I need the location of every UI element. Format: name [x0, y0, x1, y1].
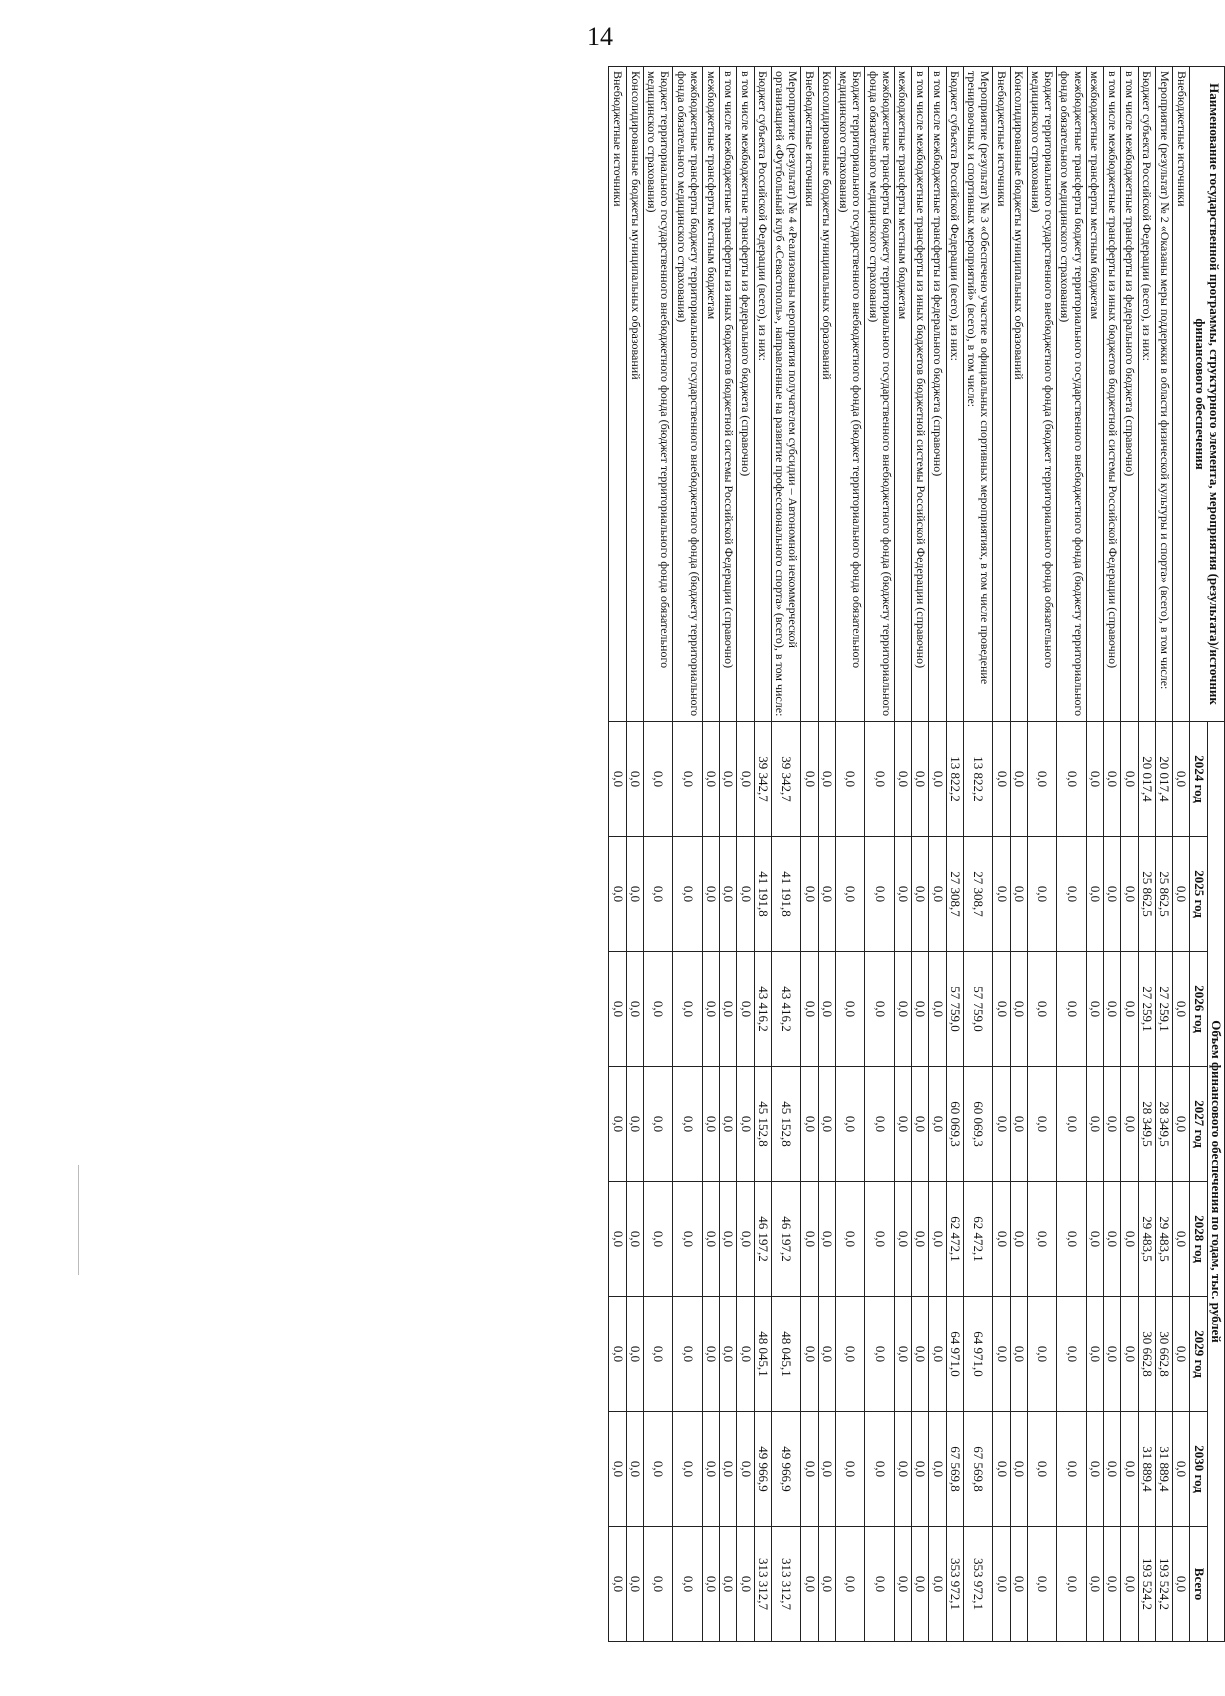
rotated-table-container: [608, 66, 1225, 1642]
table-row: [609, 67, 626, 1642]
value-cell: 41 191,8: [754, 837, 771, 952]
value-cell: 0,0: [702, 1412, 719, 1527]
value-cell: 0,0: [912, 952, 929, 1067]
value-cell: 0,0: [609, 952, 626, 1067]
value-cell: 29 483,5: [1138, 1182, 1155, 1297]
value-cell: 27 259,1: [1155, 952, 1172, 1067]
value-cell: 0,0: [1086, 1297, 1103, 1412]
value-cell: 13 822,2: [963, 722, 992, 837]
value-cell: 0,0: [1086, 722, 1103, 837]
value-cell: 0,0: [912, 722, 929, 837]
value-cell: 62 472,1: [963, 1182, 992, 1297]
value-cell: 0,0: [720, 722, 737, 837]
value-cell: 45 152,8: [754, 1067, 771, 1182]
value-cell: 0,0: [1086, 1182, 1103, 1297]
value-cell: 0,0: [1103, 837, 1120, 952]
value-cell: 49 966,9: [772, 1412, 801, 1527]
value-cell: 0,0: [1010, 1297, 1027, 1412]
value-cell: 0,0: [1121, 952, 1138, 1067]
row-name-cell: Внебюджетные источники: [1173, 67, 1190, 722]
value-cell: 0,0: [818, 1182, 835, 1297]
table-row: [801, 67, 818, 1642]
value-cell: 29 483,5: [1155, 1182, 1172, 1297]
value-cell: 0,0: [702, 1182, 719, 1297]
table-row: [737, 67, 754, 1642]
value-cell: 313 312,7: [772, 1527, 801, 1642]
value-cell: 0,0: [801, 1297, 818, 1412]
value-cell: 60 069,3: [946, 1067, 963, 1182]
value-cell: 0,0: [1086, 837, 1103, 952]
value-cell: 0,0: [1103, 1182, 1120, 1297]
value-cell: 0,0: [720, 1412, 737, 1527]
value-cell: 0,0: [626, 1412, 643, 1527]
value-cell: 57 759,0: [963, 952, 992, 1067]
value-cell: 45 152,8: [772, 1067, 801, 1182]
row-name-cell: Мероприятие (результат) № 3 «Обеспечено участие в официальных спортивных мероприятиях, в том числе проведение тренировочных и спортивных мероприятий» (всего), в том числе:: [963, 67, 992, 722]
value-cell: 13 822,2: [946, 722, 963, 837]
value-cell: 0,0: [894, 1182, 911, 1297]
value-cell: 0,0: [1027, 1412, 1056, 1527]
value-cell: 0,0: [626, 837, 643, 952]
row-name-cell: Мероприятие (результат) № 4 «Реализованы мероприятия получателем субсидии – Автономной некоммерческой организацией «Футбольный клуб «Севастополь», направленные на развитие профессионального спорта» (всего), в том числе:: [772, 67, 801, 722]
value-cell: 0,0: [801, 1412, 818, 1527]
value-cell: 0,0: [929, 952, 946, 1067]
row-name-cell: межбюджетные трансферты местным бюджетам: [702, 67, 719, 722]
value-cell: 0,0: [626, 1182, 643, 1297]
value-cell: 43 416,2: [772, 952, 801, 1067]
value-cell: 0,0: [1121, 1182, 1138, 1297]
table-row: [754, 67, 771, 1642]
value-cell: 0,0: [1121, 1412, 1138, 1527]
value-cell: 0,0: [1057, 1297, 1086, 1412]
value-cell: 0,0: [1010, 722, 1027, 837]
table-row: [818, 67, 835, 1642]
value-cell: 0,0: [835, 722, 864, 837]
value-cell: 60 069,3: [963, 1067, 992, 1182]
value-cell: 31 889,4: [1155, 1412, 1172, 1527]
table-row: [702, 67, 719, 1642]
value-cell: 0,0: [1103, 722, 1120, 837]
table-row: [1057, 67, 1086, 1642]
table-row: [720, 67, 737, 1642]
value-cell: 0,0: [993, 837, 1010, 952]
value-cell: 0,0: [1173, 952, 1190, 1067]
value-cell: 0,0: [865, 722, 894, 837]
value-cell: 0,0: [1103, 1412, 1120, 1527]
value-cell: 49 966,9: [754, 1412, 771, 1527]
table-row: [1027, 67, 1056, 1642]
row-name-cell: Бюджет территориального государственного внебюджетного фонда (бюджет территориального фонда обязательного медицинского страхования): [644, 67, 673, 722]
value-cell: 48 045,1: [772, 1297, 801, 1412]
value-cell: 0,0: [912, 1527, 929, 1642]
value-cell: 46 197,2: [772, 1182, 801, 1297]
value-cell: 0,0: [644, 722, 673, 837]
value-cell: 41 191,8: [772, 837, 801, 952]
value-cell: 39 342,7: [772, 722, 801, 837]
header-year-cell: 2030 год: [1190, 1412, 1207, 1527]
value-cell: 0,0: [644, 1067, 673, 1182]
value-cell: 353 972,1: [963, 1527, 992, 1642]
value-cell: 0,0: [673, 722, 702, 837]
value-cell: 0,0: [1173, 837, 1190, 952]
value-cell: 0,0: [1173, 1182, 1190, 1297]
value-cell: 0,0: [1027, 1297, 1056, 1412]
value-cell: 0,0: [1057, 1182, 1086, 1297]
value-cell: 0,0: [1173, 722, 1190, 837]
value-cell: 0,0: [1057, 1067, 1086, 1182]
value-cell: 0,0: [894, 1527, 911, 1642]
value-cell: 0,0: [720, 1527, 737, 1642]
value-cell: 0,0: [720, 1182, 737, 1297]
value-cell: 0,0: [912, 1297, 929, 1412]
table-row: [626, 67, 643, 1642]
value-cell: 0,0: [865, 1412, 894, 1527]
value-cell: 0,0: [609, 1412, 626, 1527]
value-cell: 0,0: [673, 1527, 702, 1642]
row-name-cell: межбюджетные трансферты местным бюджетам: [1086, 67, 1103, 722]
value-cell: 0,0: [912, 837, 929, 952]
value-cell: 0,0: [1121, 1527, 1138, 1642]
value-cell: 0,0: [609, 1297, 626, 1412]
value-cell: 0,0: [626, 1297, 643, 1412]
value-cell: 0,0: [1086, 952, 1103, 1067]
value-cell: 0,0: [737, 1527, 754, 1642]
value-cell: 0,0: [865, 1297, 894, 1412]
header-name-cell: Наименование государственной программы, структурного элемента, мероприятия (результата)/источник финансового обеспечения: [1190, 67, 1225, 722]
value-cell: 0,0: [1173, 1412, 1190, 1527]
value-cell: 0,0: [702, 1527, 719, 1642]
row-name-cell: в том числе межбюджетные трансферты из федерального бюджета (справочно): [929, 67, 946, 722]
value-cell: 0,0: [929, 1297, 946, 1412]
table-row: [835, 67, 864, 1642]
header-year-cell: 2027 год: [1190, 1067, 1207, 1182]
value-cell: 0,0: [1057, 722, 1086, 837]
value-cell: 0,0: [801, 1067, 818, 1182]
table-row: [1173, 67, 1190, 1642]
value-cell: 0,0: [894, 952, 911, 1067]
value-cell: 0,0: [929, 1067, 946, 1182]
value-cell: 0,0: [1103, 1527, 1120, 1642]
value-cell: 0,0: [737, 1297, 754, 1412]
table-row: [772, 67, 801, 1642]
value-cell: 46 197,2: [754, 1182, 771, 1297]
table-row: [993, 67, 1010, 1642]
value-cell: 0,0: [673, 837, 702, 952]
value-cell: 0,0: [1010, 1527, 1027, 1642]
value-cell: 0,0: [818, 952, 835, 1067]
value-cell: 64 971,0: [946, 1297, 963, 1412]
value-cell: 30 662,8: [1138, 1297, 1155, 1412]
value-cell: 193 524,2: [1138, 1527, 1155, 1642]
value-cell: 28 349,5: [1155, 1067, 1172, 1182]
value-cell: 0,0: [1010, 1412, 1027, 1527]
value-cell: 0,0: [929, 837, 946, 952]
value-cell: 0,0: [1057, 1527, 1086, 1642]
value-cell: 0,0: [1027, 837, 1056, 952]
header-group-cell: Объем финансового обеспечения по годам, тыс. рублей: [1207, 722, 1224, 1642]
value-cell: 0,0: [1086, 1412, 1103, 1527]
header-year-cell: Всего: [1190, 1527, 1207, 1642]
value-cell: 0,0: [894, 722, 911, 837]
value-cell: 0,0: [912, 1412, 929, 1527]
value-cell: 0,0: [993, 1067, 1010, 1182]
value-cell: 0,0: [1057, 952, 1086, 1067]
value-cell: 0,0: [894, 1297, 911, 1412]
table-row: [673, 67, 702, 1642]
value-cell: 0,0: [835, 1297, 864, 1412]
value-cell: 0,0: [737, 722, 754, 837]
row-name-cell: Бюджет субъекта Российской Федерации (всего), из них:: [946, 67, 963, 722]
value-cell: 0,0: [673, 1412, 702, 1527]
margin-mark: [78, 1165, 79, 1275]
row-name-cell: Консолидированные бюджеты муниципальных образований: [818, 67, 835, 722]
value-cell: 313 312,7: [754, 1527, 771, 1642]
value-cell: 0,0: [818, 837, 835, 952]
value-cell: 0,0: [1103, 1297, 1120, 1412]
value-cell: 0,0: [1027, 722, 1056, 837]
value-cell: 0,0: [609, 722, 626, 837]
value-cell: 0,0: [912, 1067, 929, 1182]
value-cell: 0,0: [1027, 1527, 1056, 1642]
value-cell: 64 971,0: [963, 1297, 992, 1412]
table-row: [1010, 67, 1027, 1642]
value-cell: 0,0: [737, 1182, 754, 1297]
row-name-cell: межбюджетные трансферты бюджету территориального государственного внебюджетного фонда (бюджету территориального фонда обязательного медицинского страхования): [673, 67, 702, 722]
table-row: [1138, 67, 1155, 1642]
value-cell: 0,0: [993, 1182, 1010, 1297]
value-cell: 57 759,0: [946, 952, 963, 1067]
table-row: [1103, 67, 1120, 1642]
value-cell: 0,0: [702, 1297, 719, 1412]
table-row: [644, 67, 673, 1642]
value-cell: 0,0: [609, 837, 626, 952]
value-cell: 0,0: [894, 1067, 911, 1182]
value-cell: 67 569,8: [946, 1412, 963, 1527]
value-cell: 0,0: [720, 1297, 737, 1412]
value-cell: 0,0: [1027, 1182, 1056, 1297]
value-cell: 0,0: [801, 722, 818, 837]
row-name-cell: Бюджет территориального государственного внебюджетного фонда (бюджет территориального фонда обязательного медицинского страхования): [1027, 67, 1056, 722]
value-cell: 67 569,8: [963, 1412, 992, 1527]
value-cell: 0,0: [835, 1067, 864, 1182]
value-cell: 0,0: [737, 952, 754, 1067]
row-name-cell: межбюджетные трансферты бюджету территориального государственного внебюджетного фонда (бюджету территориального фонда обязательного медицинского страхования): [865, 67, 894, 722]
value-cell: 0,0: [818, 722, 835, 837]
value-cell: 0,0: [1103, 1067, 1120, 1182]
value-cell: 0,0: [835, 1182, 864, 1297]
row-name-cell: в том числе межбюджетные трансферты из федерального бюджета (справочно): [1121, 67, 1138, 722]
row-name-cell: Консолидированные бюджеты муниципальных образований: [1010, 67, 1027, 722]
value-cell: 0,0: [993, 1412, 1010, 1527]
row-name-cell: в том числе межбюджетные трансферты из федерального бюджета (справочно): [737, 67, 754, 722]
value-cell: 25 862,5: [1155, 837, 1172, 952]
value-cell: 0,0: [818, 1067, 835, 1182]
value-cell: 27 308,7: [946, 837, 963, 952]
value-cell: 0,0: [993, 1527, 1010, 1642]
value-cell: 0,0: [644, 837, 673, 952]
row-name-cell: Бюджет субъекта Российской Федерации (всего), из них:: [754, 67, 771, 722]
value-cell: 0,0: [1103, 952, 1120, 1067]
value-cell: 0,0: [865, 1182, 894, 1297]
value-cell: 0,0: [644, 952, 673, 1067]
value-cell: 28 349,5: [1138, 1067, 1155, 1182]
value-cell: 0,0: [835, 1412, 864, 1527]
value-cell: 0,0: [702, 837, 719, 952]
value-cell: 0,0: [835, 1527, 864, 1642]
table-row: [963, 67, 992, 1642]
value-cell: 27 308,7: [963, 837, 992, 952]
value-cell: 48 045,1: [754, 1297, 771, 1412]
value-cell: 20 017,4: [1138, 722, 1155, 837]
header-row-group: [1207, 67, 1224, 1642]
value-cell: 0,0: [1027, 1067, 1056, 1182]
value-cell: 0,0: [929, 1412, 946, 1527]
value-cell: 0,0: [801, 1182, 818, 1297]
row-name-cell: в том числе межбюджетные трансферты из иных бюджетов бюджетной системы Российской Федерации (справочно): [1103, 67, 1120, 722]
value-cell: 0,0: [673, 1182, 702, 1297]
table-row: [894, 67, 911, 1642]
value-cell: 0,0: [1057, 837, 1086, 952]
page-number: 14: [587, 22, 613, 51]
header-year-cell: 2024 год: [1190, 722, 1207, 837]
table-row: [1121, 67, 1138, 1642]
value-cell: 0,0: [865, 1067, 894, 1182]
value-cell: 0,0: [993, 1297, 1010, 1412]
header-year-cell: 2028 год: [1190, 1182, 1207, 1297]
value-cell: 0,0: [626, 1527, 643, 1642]
value-cell: 353 972,1: [946, 1527, 963, 1642]
value-cell: 0,0: [801, 837, 818, 952]
value-cell: 0,0: [673, 952, 702, 1067]
value-cell: 0,0: [673, 1067, 702, 1182]
row-name-cell: Бюджет территориального государственного внебюджетного фонда (бюджет территориального фонда обязательного медицинского страхования): [835, 67, 864, 722]
value-cell: 0,0: [609, 1067, 626, 1182]
value-cell: 0,0: [865, 1527, 894, 1642]
value-cell: 0,0: [626, 952, 643, 1067]
value-cell: 0,0: [1121, 1297, 1138, 1412]
value-cell: 0,0: [626, 722, 643, 837]
value-cell: 0,0: [929, 1527, 946, 1642]
header-year-cell: 2029 год: [1190, 1297, 1207, 1412]
row-name-cell: межбюджетные трансферты бюджету территориального государственного внебюджетного фонда (бюджету территориального фонда обязательного медицинского страхования): [1057, 67, 1086, 722]
value-cell: 0,0: [912, 1182, 929, 1297]
value-cell: 0,0: [737, 1412, 754, 1527]
value-cell: 30 662,8: [1155, 1297, 1172, 1412]
value-cell: 39 342,7: [754, 722, 771, 837]
table-row: [912, 67, 929, 1642]
table-row: [946, 67, 963, 1642]
value-cell: 0,0: [894, 1412, 911, 1527]
row-name-cell: в том числе межбюджетные трансферты из иных бюджетов бюджетной системы Российской Федерации (справочно): [720, 67, 737, 722]
value-cell: 0,0: [1173, 1067, 1190, 1182]
value-cell: 25 862,5: [1138, 837, 1155, 952]
value-cell: 0,0: [1086, 1067, 1103, 1182]
row-name-cell: Внебюджетные источники: [993, 67, 1010, 722]
value-cell: 193 524,2: [1155, 1527, 1172, 1642]
funding-table: [608, 66, 1225, 1642]
value-cell: 0,0: [644, 1297, 673, 1412]
value-cell: 0,0: [720, 952, 737, 1067]
row-name-cell: межбюджетные трансферты местным бюджетам: [894, 67, 911, 722]
value-cell: 20 017,4: [1155, 722, 1172, 837]
value-cell: 0,0: [644, 1527, 673, 1642]
value-cell: 31 889,4: [1138, 1412, 1155, 1527]
value-cell: 0,0: [818, 1297, 835, 1412]
row-name-cell: Внебюджетные источники: [609, 67, 626, 722]
value-cell: 62 472,1: [946, 1182, 963, 1297]
table-body: [609, 67, 1190, 1642]
value-cell: 0,0: [644, 1182, 673, 1297]
value-cell: 0,0: [835, 837, 864, 952]
table-row: [1086, 67, 1103, 1642]
value-cell: 0,0: [609, 1527, 626, 1642]
value-cell: 0,0: [1010, 1182, 1027, 1297]
value-cell: 0,0: [1121, 722, 1138, 837]
value-cell: 0,0: [702, 722, 719, 837]
value-cell: 0,0: [737, 837, 754, 952]
value-cell: 0,0: [673, 1297, 702, 1412]
value-cell: 0,0: [894, 837, 911, 952]
value-cell: 0,0: [929, 1182, 946, 1297]
value-cell: 0,0: [1173, 1297, 1190, 1412]
value-cell: 0,0: [737, 1067, 754, 1182]
value-cell: 0,0: [720, 1067, 737, 1182]
value-cell: 0,0: [1121, 1067, 1138, 1182]
value-cell: 0,0: [993, 722, 1010, 837]
value-cell: 0,0: [1121, 837, 1138, 952]
row-name-cell: Бюджет субъекта Российской Федерации (всего), из них:: [1138, 67, 1155, 722]
value-cell: 0,0: [1010, 837, 1027, 952]
value-cell: 0,0: [626, 1067, 643, 1182]
value-cell: 27 259,1: [1138, 952, 1155, 1067]
value-cell: 0,0: [818, 1527, 835, 1642]
value-cell: 0,0: [702, 1067, 719, 1182]
row-name-cell: Консолидированные бюджеты муниципальных образований: [626, 67, 643, 722]
table-row: [1155, 67, 1172, 1642]
value-cell: 0,0: [865, 837, 894, 952]
value-cell: 0,0: [1027, 952, 1056, 1067]
value-cell: 0,0: [865, 952, 894, 1067]
value-cell: 43 416,2: [754, 952, 771, 1067]
value-cell: 0,0: [801, 952, 818, 1067]
value-cell: 0,0: [1057, 1412, 1086, 1527]
value-cell: 0,0: [1173, 1527, 1190, 1642]
row-name-cell: Мероприятие (результат) № 2 «Оказаны меры поддержки в области физической культуры и спорта» (всего), в том числе:: [1155, 67, 1172, 722]
value-cell: 0,0: [644, 1412, 673, 1527]
value-cell: 0,0: [818, 1412, 835, 1527]
value-cell: 0,0: [993, 952, 1010, 1067]
value-cell: 0,0: [720, 837, 737, 952]
value-cell: 0,0: [1086, 1527, 1103, 1642]
table-row: [865, 67, 894, 1642]
header-year-cell: 2026 год: [1190, 952, 1207, 1067]
value-cell: 0,0: [1010, 1067, 1027, 1182]
value-cell: 0,0: [801, 1527, 818, 1642]
value-cell: 0,0: [929, 722, 946, 837]
row-name-cell: в том числе межбюджетные трансферты из иных бюджетов бюджетной системы Российской Федерации (справочно): [912, 67, 929, 722]
value-cell: 0,0: [609, 1182, 626, 1297]
value-cell: 0,0: [702, 952, 719, 1067]
value-cell: 0,0: [835, 952, 864, 1067]
header-year-cell: 2025 год: [1190, 837, 1207, 952]
row-name-cell: Внебюджетные источники: [801, 67, 818, 722]
value-cell: 0,0: [1010, 952, 1027, 1067]
table-row: [929, 67, 946, 1642]
